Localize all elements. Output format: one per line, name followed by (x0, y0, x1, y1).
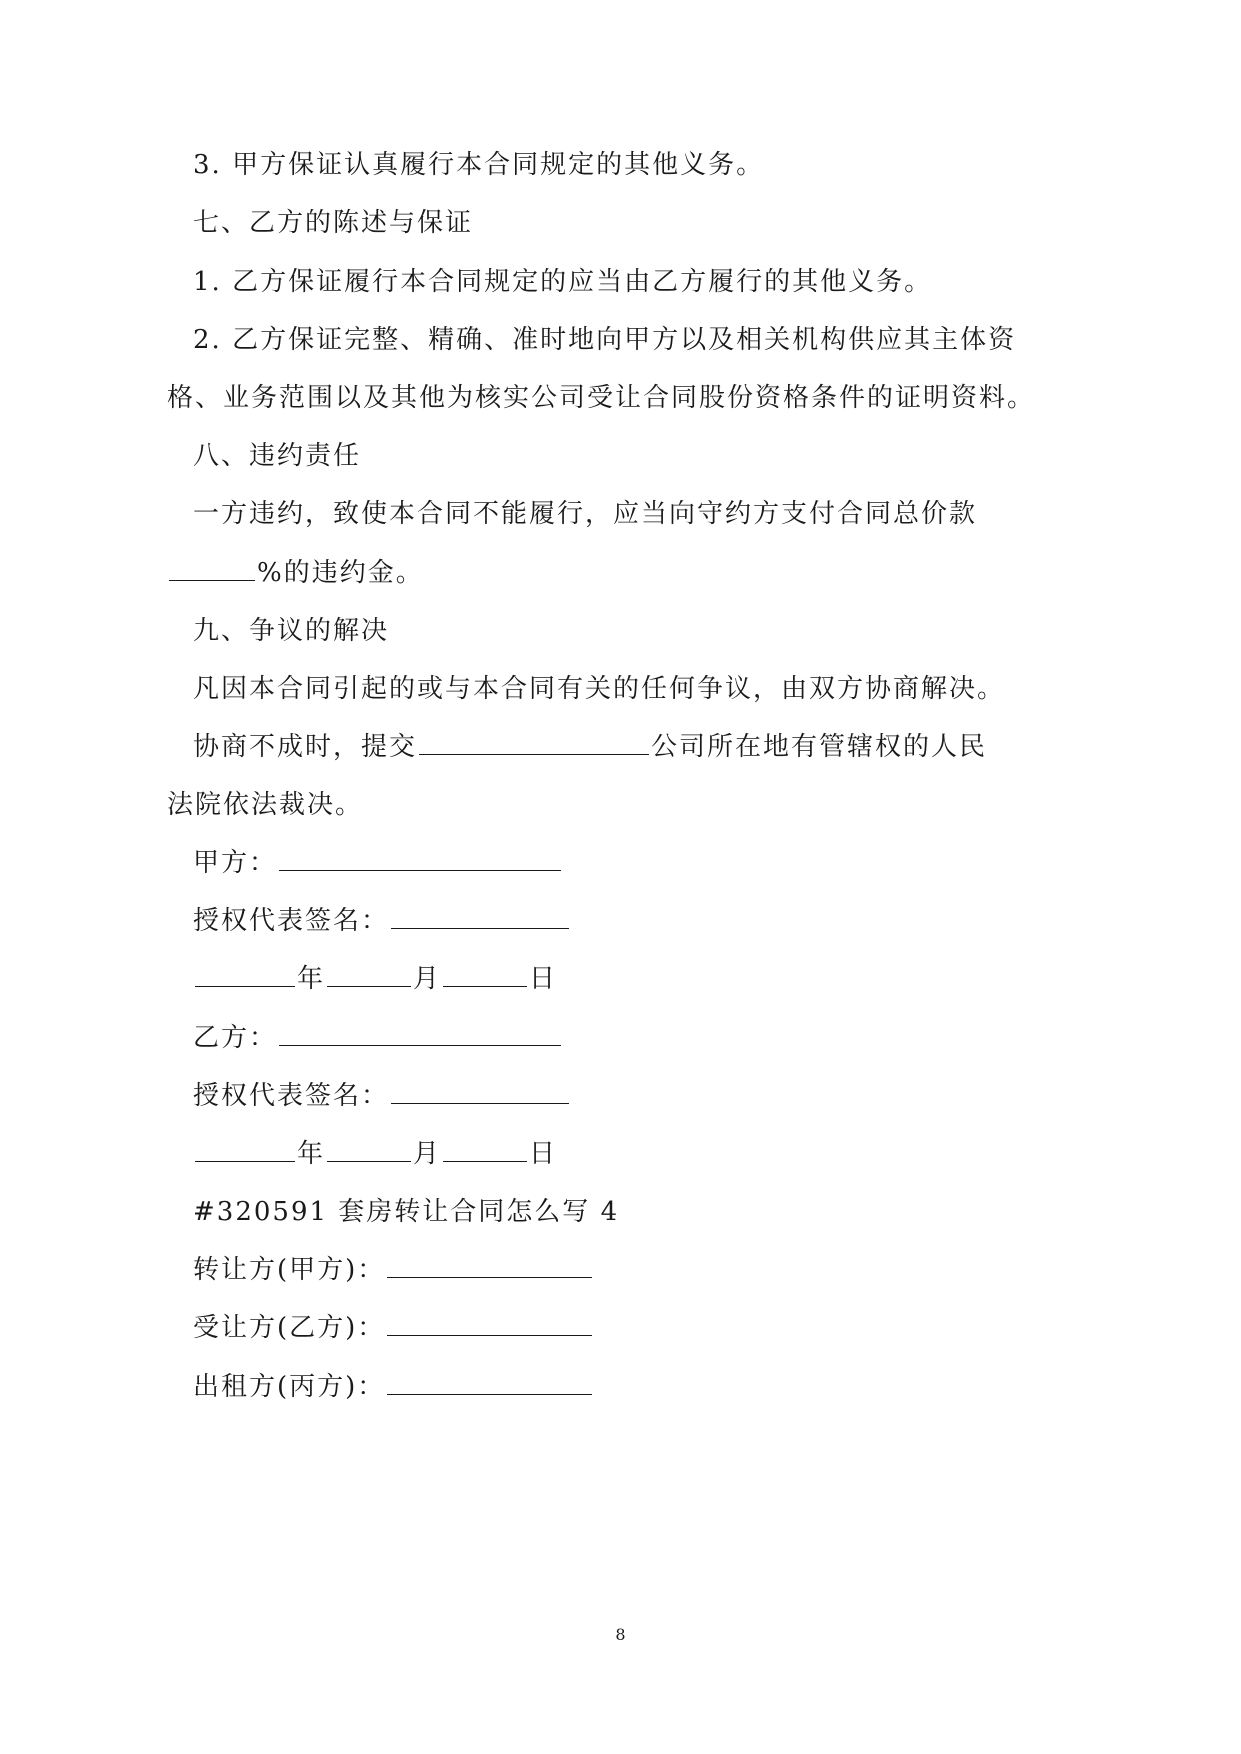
clause-9-court-continued: 法院依法裁决。 (167, 790, 364, 820)
court-blank (419, 730, 649, 755)
party-b-representative-blank (391, 1079, 569, 1104)
party-b-representative: 授权代表签名： (193, 1079, 571, 1113)
clause-9-text: 凡因本合同引起的或与本合同有关的任何争议，由双方协商解决。 (193, 674, 1006, 704)
transferee-blank (387, 1311, 592, 1336)
party-a-day-blank (443, 962, 527, 987)
lessor-blank (387, 1370, 592, 1395)
party-b-date: 年 月 日 (193, 1137, 557, 1171)
page-number: 8 (615, 1625, 626, 1644)
transferee-line: 受让方(乙方)： (193, 1311, 594, 1345)
section-9-heading: 九、争议的解决 (193, 616, 390, 646)
clause-7-2-continued: 格、业务范围以及其他为核实公司受让合同股份资格条件的证明资料。 (167, 383, 1036, 413)
party-a-signature: 甲方： (193, 846, 563, 880)
party-b-month-blank (327, 1137, 411, 1162)
transferor-line: 转让方(甲方)： (193, 1253, 594, 1287)
section-8-heading: 八、违约责任 (193, 441, 362, 471)
party-a-representative-blank (391, 904, 569, 929)
clause-8-text-continued: %的违约金。 (167, 556, 424, 590)
party-b-signature: 乙方： (193, 1021, 563, 1055)
clause-7-1: 1. 乙方保证履行本合同规定的应当由乙方履行的其他义务。 (193, 267, 933, 297)
party-b-day-blank (443, 1137, 527, 1162)
clause-6-3: 3. 甲方保证认真履行本合同规定的其他义务。 (193, 150, 765, 180)
party-a-blank (279, 846, 561, 871)
clause-8-text: 一方违约，致使本合同不能履行，应当向守约方支付合同总价款 (193, 499, 978, 529)
penalty-percent-blank (169, 556, 255, 581)
lessor-line: 出租方(丙方)： (193, 1370, 594, 1404)
party-a-date: 年 月 日 (193, 962, 557, 996)
party-a-year-blank (195, 962, 295, 987)
next-contract-title: #320591 套房转让合同怎么写 4 (193, 1197, 620, 1227)
section-7-heading: 七、乙方的陈述与保证 (193, 208, 474, 238)
party-a-month-blank (327, 962, 411, 987)
party-b-year-blank (195, 1137, 295, 1162)
transferor-blank (387, 1253, 592, 1278)
party-b-blank (279, 1021, 561, 1046)
clause-7-2: 2. 乙方保证完整、精确、准时地向甲方以及相关机构供应其主体资 (193, 325, 1017, 355)
clause-9-court: 协商不成时，提交 公司所在地有管辖权的人民 (193, 732, 988, 762)
party-a-representative: 授权代表签名： (193, 904, 571, 938)
